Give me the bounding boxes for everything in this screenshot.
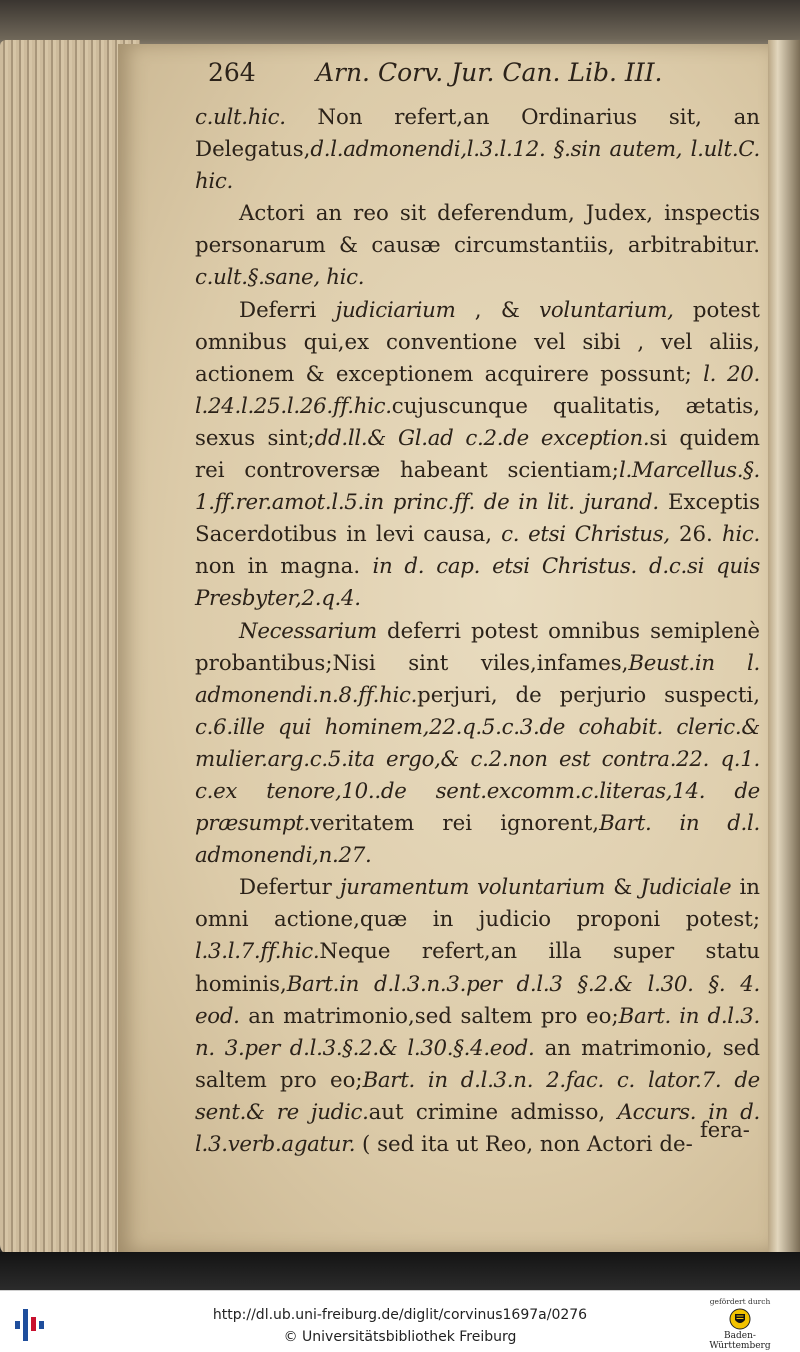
body-run: non in magna. [195, 554, 373, 580]
viewer-footer [0, 1290, 800, 1352]
body-run: 26. [669, 522, 722, 548]
body-run: in omni actione,quæ in judicio proponi potest; [195, 875, 760, 933]
sponsor-name: Baden-Württemberg [709, 1331, 771, 1351]
citation-text: c. etsi Christus, [501, 522, 670, 548]
paragraph [195, 198, 760, 294]
body-text [195, 102, 760, 1161]
citation-text: Beust.in l. admonendi.n.8.ff.hic. [195, 650, 760, 708]
permalink-url[interactable]: http://dl.ub.uni-freiburg.de/diglit/corvinus1697a/0276 [212, 1307, 588, 1323]
citation-text: l.3.l.7.ff.hic. [195, 939, 320, 965]
citation-text: voluntarium, [539, 297, 674, 323]
citation-text: c.ult.§.sane, hic. [195, 265, 365, 291]
bottom-shadow [0, 1252, 800, 1290]
baden-wuerttemberg-crest-icon [729, 1308, 751, 1330]
body-run: cujuscunque qualitatis, ætatis, sexus sint; [195, 393, 760, 451]
citation-text: juramentum voluntarium [340, 875, 606, 901]
body-run: veritatem rei ignorent, [309, 811, 600, 837]
citation-text: Accurs. in d. l.3.verb.agatur. [195, 1099, 760, 1157]
body-run: Exceptis Sacerdotibus in levi causa, [195, 490, 760, 548]
body-run: si quidem rei controversæ habeant scientiam; [195, 425, 761, 484]
citation-text: judiciarium [335, 297, 456, 323]
copyright-text: © Universitätsbibliothek Freiburg [283, 1329, 517, 1345]
page-gutter [768, 40, 800, 1255]
body-run: , & [455, 297, 540, 323]
body-run: Actori an reo sit deferendum, Judex, inspectis personarum & causæ circumstantiis, arbitrabitur. [195, 201, 760, 259]
body-run: & [605, 875, 641, 901]
body-run: an matrimonio,sed saltem pro eo; [239, 1003, 619, 1029]
paragraph [195, 616, 760, 873]
body-run: Deferri [239, 297, 336, 323]
citation-text: Bart.in d.l.3.n.3.per d.l.3 §.2.& l.30. §. 4. eod. [195, 971, 760, 1029]
body-run: an matrimonio, sed saltem pro eo; [195, 1035, 760, 1093]
page-number: 264 [208, 58, 256, 87]
body-run: aut crimine admisso, [368, 1099, 618, 1125]
body-run: deferri potest omnibus semiplenè probantibus;Nisi sint viles,infames, [195, 618, 760, 676]
catchword: fera- [700, 1118, 750, 1142]
paragraph [195, 872, 760, 1161]
citation-text: Bart. in d.l.3. n. 3.per d.l.3.§.2.& l.30.§.4.eod. [195, 1003, 760, 1061]
body-run: ( sed ita ut Reo, non Actori de- [355, 1132, 693, 1157]
citation-text: in d. cap. etsi Christus. d.c.si quis Presbyter,2.q.4. [195, 554, 760, 612]
running-header [208, 58, 748, 87]
citation-text: hic. [721, 522, 760, 548]
paragraph [195, 295, 760, 616]
sponsor-line: gefördert durch [709, 1297, 771, 1306]
citation-text: l.Marcellus.§. 1.ff.rer.amot.l.5.in princ.ff. de in lit. jurand. [195, 458, 760, 516]
body-run: Neque refert,an illa super statu hominis, [195, 939, 760, 997]
citation-text: Judiciale [640, 875, 732, 901]
citation-text: c.6.ille qui hominem,22.q.5.c.3.de cohabit. cleric.& mulier.arg.c.5.ita ergo,& c.2.non est contra.22. q.1. c.ex tenore,10..de sent.excomm.c.literas,14. de præsumpt. [195, 714, 760, 837]
citation-text: Bart. in d.l. admonendi,n.27. [195, 811, 760, 869]
citation-text: dd.ll.& Gl.ad c.2.de exception. [314, 425, 650, 451]
running-title: Arn. Corv. Jur. Can. Lib. III. [315, 58, 663, 87]
citation-text: Necessarium [239, 618, 377, 644]
citation-text: c.ult.hic. [195, 105, 286, 130]
body-run: perjuri, de perjurio suspecti, [417, 682, 760, 708]
sponsor-block [695, 1297, 785, 1351]
citation-text: l. 20. l.24.l.25.l.26.ff.hic. [195, 361, 761, 419]
paragraph [195, 102, 760, 198]
body-run: Defertur [239, 875, 340, 901]
citation-text: Bart. in d.l.3.n. 2.fac. c. lator.7. de sent.& re judic. [195, 1067, 760, 1125]
citation-text: d.l.admonendi,l.3.l.12. §.sin autem, l.ult.C. hic. [195, 137, 760, 195]
body-run: potest omnibus qui,ex conventione vel sibi , vel aliis, actionem & exceptionem acquirere possunt; [195, 297, 760, 387]
body-run: Non refert,an Ordinarius sit, an Delegatus, [195, 105, 760, 163]
